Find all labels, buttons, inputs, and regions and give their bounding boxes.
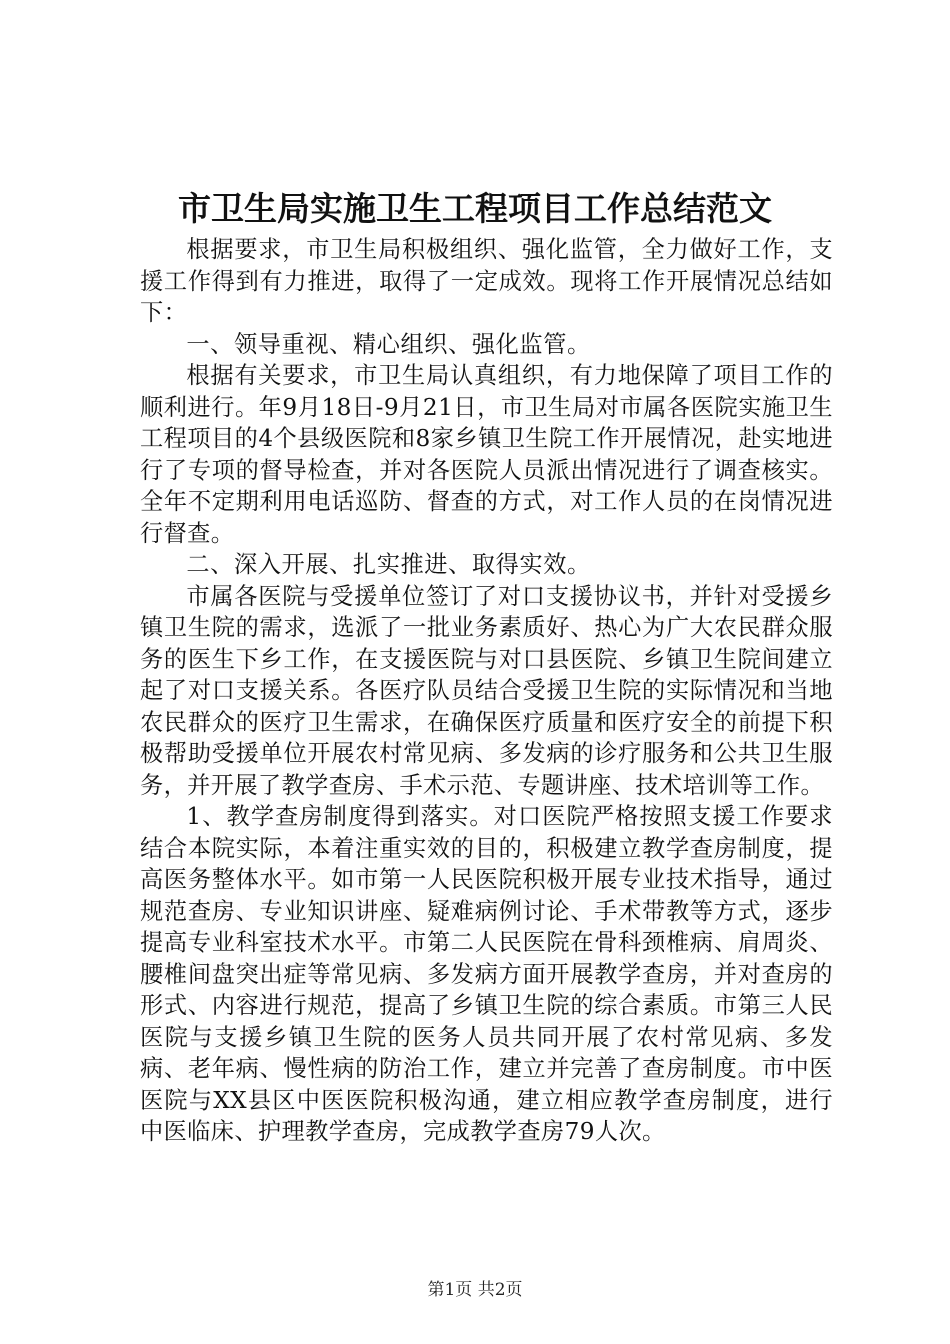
paragraph-section-1: 根据有关要求，市卫生局认真组织，有力地保障了项目工作的顺利进行。年9月18日-9月21日，市卫生局对市属各医院实施卫生工程项目的4个县级医院和8家乡镇卫生院工作开展情况，赴实地进行了专项的督导检查，并对各医院人员派出情况进行了调查核实。全年不定期利用电话巡防、督查的方式，对工作人员的在岗情况进行督查。	[140, 362, 833, 547]
paragraph-teaching-rounds: 1、教学查房制度得到落实。对口医院严格按照支援工作要求结合本院实际，本着注重实效的目的，积极建立教学查房制度，提高医务整体水平。如市第一人民医院积极开展专业技术指导，通过规范查房、专业知识讲座、疑难病例讨论、手术带教等方式，逐步提高专业科室技术水平。市第二人民医院在骨科颈椎病、肩周炎、腰椎间盘突出症等常见病、多发病方面开展教学查房，并对查房的形式、内容进行规范，提高了乡镇卫生院的综合素质。市第三人民医院与支援乡镇卫生院的医务人员共同开展了农村常见病、多发病、老年病、慢性病的防治工作，建立并完善了查房制度。市中医医院与XX县区中医医院积极沟通，建立相应教学查房制度，进行中医临床、护理教学查房，完成教学查房79人次。	[140, 803, 833, 1145]
section-heading-2: 二、深入开展、扎实推进、取得实效。	[186, 551, 591, 578]
section-heading-1: 一、领导重视、精心组织、强化监管。	[186, 330, 591, 358]
document-body	[140, 234, 833, 1148]
page-number-footer: 第1页 共2页	[427, 1280, 523, 1300]
paragraph-section-2: 市属各医院与受援单位签订了对口支援协议书，并针对受援乡镇卫生院的需求，选派了一批业务素质好、热心为广大农民群众服务的医生下乡工作，在支援医院与对口县医院、乡镇卫生院间建立起了对口支援关系。各医疗队员结合受援卫生院的实际情况和当地农民群众的医疗卫生需求，在确保医疗质量和医疗安全的前提下积极帮助受援单位开展农村常见病、多发病的诊疗服务和公共卫生服务，并开展了教学查房、手术示范、专题讲座、技术培训等工作。	[140, 582, 833, 799]
document-title: 市卫生局实施卫生工程项目工作总结范文	[178, 189, 772, 228]
paragraph-intro: 根据要求，市卫生局积极组织、强化监管，全力做好工作，支援工作得到有力推进，取得了一定成效。现将工作开展情况总结如下：	[140, 236, 833, 326]
